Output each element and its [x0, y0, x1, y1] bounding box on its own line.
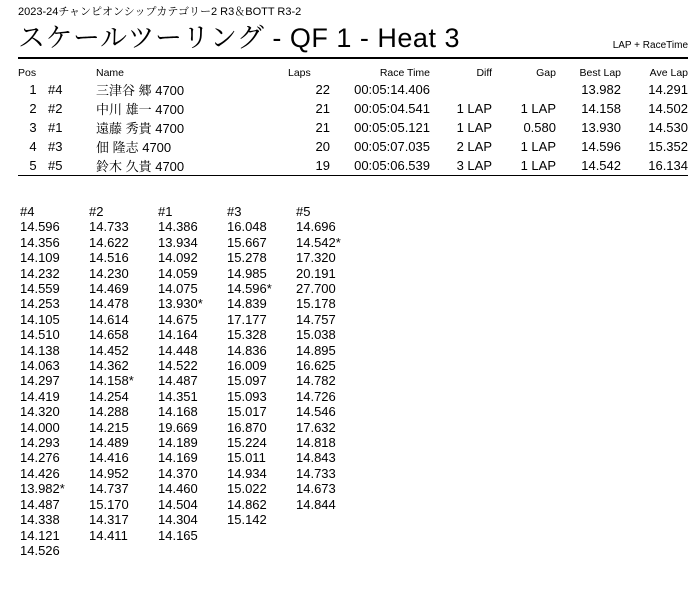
lap-time: 14.843 [296, 450, 336, 466]
lap-time: 14.075 [158, 281, 198, 297]
lap-time: 14.169 [158, 450, 198, 466]
table-row [18, 80, 688, 99]
lap-time: 14.426 [20, 465, 60, 481]
race-time-cell: 00:05:06.539 [354, 158, 430, 173]
lap-time: 15.328 [227, 327, 267, 343]
lap-time: 14.673 [296, 481, 336, 497]
table-row [18, 99, 688, 118]
name-cell: 鈴木 久貴 4700 [96, 159, 185, 174]
event-subtitle: 2023-24チャンピオンシップカテゴリー2 R3＆BOTT R3-2 [18, 6, 302, 18]
race-time-cell: 00:05:04.541 [354, 101, 430, 116]
gap-cell: 1 LAP [520, 101, 556, 116]
ave-lap-cell: 15.352 [648, 139, 688, 154]
gap-cell: 0.580 [523, 120, 556, 135]
results-divider [18, 175, 688, 176]
lap-time: 15.278 [227, 250, 267, 266]
name-cell: 中川 雄一 4700 [96, 102, 185, 117]
num-cell: #3 [48, 139, 63, 154]
lap-column [227, 204, 296, 558]
lap-time: 14.526 [20, 542, 60, 558]
lap-time: 14.138 [20, 342, 60, 358]
lap-time: 14.215 [89, 419, 129, 435]
lap-time: 17.177 [227, 311, 267, 327]
lap-time: 13.934 [158, 234, 198, 250]
lap-time: 15.170 [89, 496, 129, 512]
gap-cell: 1 LAP [520, 158, 556, 173]
lap-time: 15.224 [227, 435, 267, 451]
lap-time: 14.542* [296, 234, 341, 250]
result-mode-label: LAP + RaceTime [612, 40, 688, 51]
lap-time: 16.048 [227, 219, 267, 235]
lap-column-header: #4 [20, 204, 35, 219]
lap-time: 14.510 [20, 327, 60, 343]
lap-time: 14.254 [89, 388, 129, 404]
lap-time: 14.487 [158, 373, 198, 389]
lap-time: 14.675 [158, 311, 198, 327]
lap-column [296, 204, 365, 558]
lap-time: 14.489 [89, 435, 129, 451]
lap-time: 14.614 [89, 311, 129, 327]
lap-time: 14.895 [296, 342, 336, 358]
laps-cell: 21 [315, 101, 330, 116]
lap-time: 14.516 [89, 250, 129, 266]
lap-time: 14.985 [227, 265, 267, 281]
num-cell: #1 [48, 120, 63, 135]
lap-column [89, 204, 158, 558]
header-pos: Pos [18, 67, 37, 79]
lap-time: 14.164 [158, 327, 198, 343]
lap-time: 14.733 [89, 219, 129, 235]
ave-lap-cell: 14.530 [648, 120, 688, 135]
lap-time: 14.844 [296, 496, 336, 512]
lap-time: 14.522 [158, 358, 198, 374]
pos-cell: 5 [29, 158, 37, 173]
pos-cell: 1 [29, 82, 37, 97]
lap-time: 14.416 [89, 450, 129, 466]
lap-times-grid [20, 204, 365, 558]
lap-time: 15.178 [296, 296, 336, 312]
lap-column [158, 204, 227, 558]
header-name: Name [96, 67, 125, 79]
lap-column-header: #3 [227, 204, 242, 219]
lap-time: 14.351 [158, 388, 198, 404]
pos-cell: 2 [29, 101, 37, 116]
lap-time: 14.317 [89, 512, 129, 528]
lap-time: 14.189 [158, 435, 198, 451]
lap-time: 15.022 [227, 481, 267, 497]
lap-time: 14.158* [89, 373, 134, 389]
lap-time: 14.452 [89, 342, 129, 358]
num-cell: #2 [48, 101, 63, 116]
laps-cell: 20 [315, 139, 330, 154]
lap-time: 27.700 [296, 281, 336, 297]
best-lap-cell: 14.596 [581, 139, 621, 154]
lap-time: 14.092 [158, 250, 198, 266]
race-time-cell: 00:05:14.406 [354, 82, 430, 97]
lap-time: 14.733 [296, 465, 336, 481]
results-table [18, 66, 688, 175]
lap-time: 14.059 [158, 265, 198, 281]
best-lap-cell: 14.158 [581, 101, 621, 116]
lap-time: 14.757 [296, 311, 336, 327]
lap-time: 14.596* [227, 281, 272, 297]
best-lap-cell: 13.930 [581, 120, 621, 135]
lap-time: 14.411 [89, 527, 128, 543]
title-divider [18, 57, 688, 59]
lap-time: 14.559 [20, 281, 60, 297]
num-cell: #4 [48, 82, 63, 97]
lap-time: 13.930* [158, 296, 203, 312]
diff-cell: 3 LAP [456, 158, 492, 173]
lap-time: 16.870 [227, 419, 267, 435]
lap-time: 14.658 [89, 327, 129, 343]
lap-time: 14.168 [158, 404, 198, 420]
lap-time: 14.952 [89, 465, 129, 481]
laps-cell: 19 [315, 158, 330, 173]
laps-cell: 21 [315, 120, 330, 135]
lap-time: 14.362 [89, 358, 129, 374]
lap-time: 17.320 [296, 250, 336, 266]
lap-column [20, 204, 89, 558]
diff-cell: 1 LAP [456, 101, 492, 116]
lap-time: 14.109 [20, 250, 60, 266]
name-cell: 三津谷 郷 4700 [96, 83, 185, 98]
lap-time: 14.737 [89, 481, 129, 497]
diff-cell: 1 LAP [456, 120, 492, 135]
lap-time: 14.338 [20, 512, 60, 528]
lap-time: 14.370 [158, 465, 198, 481]
lap-time: 14.320 [20, 404, 60, 420]
lap-time: 16.625 [296, 358, 336, 374]
lap-time: 14.293 [20, 435, 60, 451]
pos-cell: 4 [29, 139, 37, 154]
diff-cell [430, 80, 492, 99]
lap-time: 14.862 [227, 496, 267, 512]
lap-time: 14.063 [20, 358, 60, 374]
lap-time: 14.696 [296, 219, 336, 235]
lap-time: 16.009 [227, 358, 267, 374]
lap-time: 14.386 [158, 219, 198, 235]
lap-time: 14.504 [158, 496, 198, 512]
lap-time: 14.448 [158, 342, 198, 358]
race-time-cell: 00:05:07.035 [354, 139, 430, 154]
lap-time: 13.982* [20, 481, 65, 497]
header-diff: Diff [476, 67, 492, 79]
lap-time: 19.669 [158, 419, 198, 435]
lap-time: 14.818 [296, 435, 336, 451]
lap-time: 14.232 [20, 265, 60, 281]
header-race-time: Race Time [379, 67, 430, 79]
lap-time: 20.191 [296, 265, 336, 281]
best-lap-cell: 14.542 [581, 158, 621, 173]
lap-time: 14.000 [20, 419, 60, 435]
lap-time: 15.097 [227, 373, 267, 389]
lap-time: 14.276 [20, 450, 60, 466]
lap-time: 15.017 [227, 404, 267, 420]
ave-lap-cell: 14.502 [648, 101, 688, 116]
lap-time: 14.839 [227, 296, 267, 312]
gap-cell [492, 80, 556, 99]
lap-time: 14.460 [158, 481, 198, 497]
table-row [18, 118, 688, 137]
lap-time: 14.596 [20, 219, 60, 235]
lap-time: 14.288 [89, 404, 129, 420]
lap-time: 14.487 [20, 496, 60, 512]
lap-time: 14.253 [20, 296, 60, 312]
lap-column-header: #1 [158, 204, 173, 219]
header-laps: Laps [288, 67, 311, 79]
lap-time: 14.304 [158, 512, 198, 528]
lap-time: 15.093 [227, 388, 267, 404]
lap-time: 14.546 [296, 404, 336, 420]
diff-cell: 2 LAP [456, 139, 492, 154]
lap-time: 14.165 [158, 527, 198, 543]
lap-time: 15.011 [227, 450, 266, 466]
lap-time: 14.478 [89, 296, 129, 312]
best-lap-cell: 13.982 [581, 82, 621, 97]
lap-time: 14.121 [20, 527, 60, 543]
name-cell: 遠藤 秀貴 4700 [96, 121, 185, 136]
lap-column-header: #5 [296, 204, 311, 219]
header-num [48, 66, 96, 80]
lap-time: 14.230 [89, 265, 129, 281]
results-header-row [18, 66, 688, 80]
lap-time: 14.356 [20, 234, 60, 250]
num-cell: #5 [48, 158, 63, 173]
lap-time: 14.105 [20, 311, 60, 327]
table-row [18, 156, 688, 175]
laps-cell: 22 [315, 82, 330, 97]
lap-time: 14.469 [89, 281, 129, 297]
lap-time: 14.782 [296, 373, 336, 389]
lap-time: 15.038 [296, 327, 336, 343]
lap-time: 14.419 [20, 388, 60, 404]
lap-time: 17.632 [296, 419, 336, 435]
page-title: スケールツーリング - QF 1 - Heat 3 [18, 23, 460, 53]
ave-lap-cell: 16.134 [648, 158, 688, 173]
lap-time: 14.934 [227, 465, 267, 481]
gap-cell: 1 LAP [520, 139, 556, 154]
ave-lap-cell: 14.291 [648, 82, 688, 97]
header-gap: Gap [536, 67, 556, 79]
header-ave-lap: Ave Lap [649, 67, 688, 79]
header-best-lap: Best Lap [579, 67, 621, 79]
lap-time: 14.726 [296, 388, 336, 404]
lap-time: 14.297 [20, 373, 60, 389]
lap-column-header: #2 [89, 204, 104, 219]
table-row [18, 137, 688, 156]
lap-time: 14.622 [89, 234, 129, 250]
race-time-cell: 00:05:05.121 [354, 120, 430, 135]
lap-time: 15.667 [227, 234, 267, 250]
name-cell: 佃 隆志 4700 [96, 140, 172, 155]
lap-time: 15.142 [227, 512, 267, 528]
pos-cell: 3 [29, 120, 37, 135]
lap-time: 14.836 [227, 342, 267, 358]
